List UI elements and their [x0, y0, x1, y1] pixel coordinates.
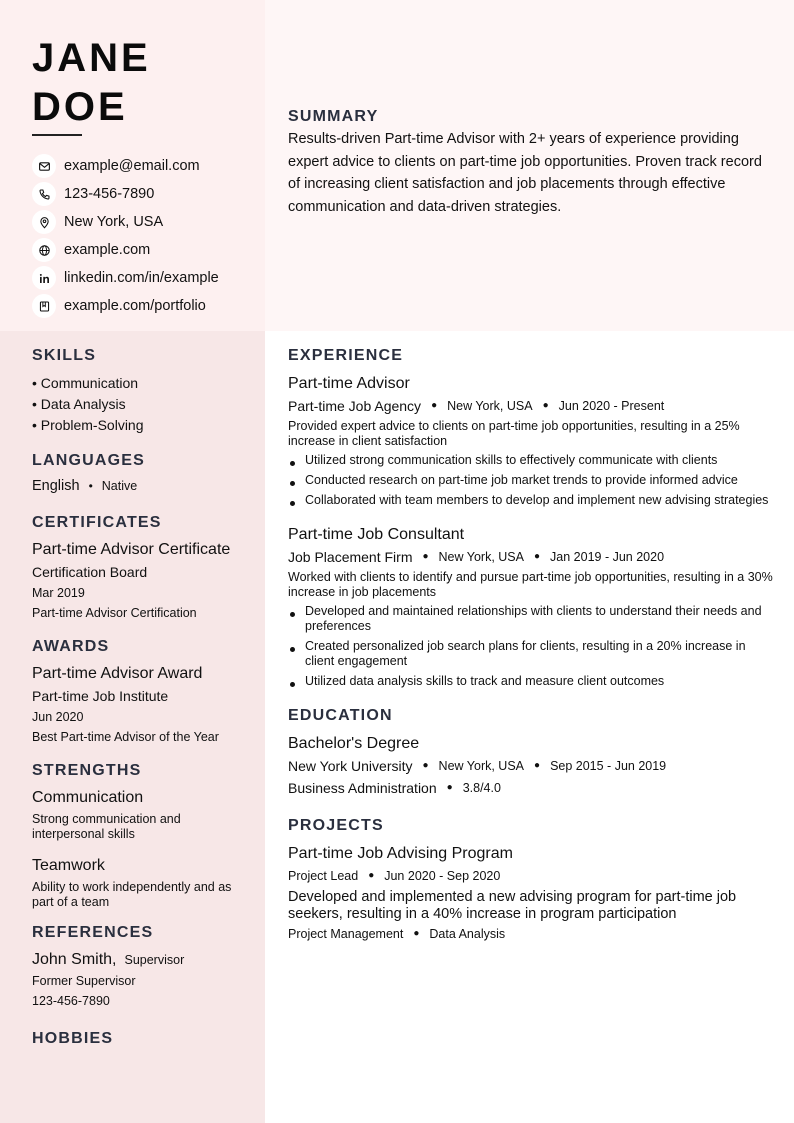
summary-title: SUMMARY — [288, 108, 379, 125]
sidebar-content — [32, 347, 247, 1064]
contact-website[interactable] — [32, 236, 219, 264]
separator-dot: • — [88, 479, 93, 493]
separator-dot: ● — [422, 760, 429, 771]
contact-email-text: example@email.com — [64, 158, 200, 174]
reference-role: Supervisor — [124, 953, 185, 967]
strength-desc: Ability to work independently and as part of a team — [32, 880, 232, 909]
skill-item: • Data Analysis — [32, 396, 126, 412]
language-name: English — [32, 478, 80, 494]
job-title: Part-time Job Consultant — [288, 526, 465, 543]
reference-name-row — [32, 950, 247, 970]
job-location: New York, USA — [447, 399, 533, 413]
job-title: Part-time Advisor — [288, 375, 410, 392]
certificate-issuer: Certification Board — [32, 564, 148, 580]
languages-section — [32, 452, 247, 494]
list-item: Conducted research on part-time job market trends to provide informed advice — [288, 473, 773, 488]
strength-name: Teamwork — [32, 857, 105, 874]
candidate-name — [32, 34, 151, 132]
project-description: Developed and implemented a new advising program for part-time job seekers, resulting in a 40% increase in program participation — [288, 889, 737, 922]
job-dates: Jan 2019 - Jun 2020 — [550, 550, 665, 564]
skill-item: • Communication — [32, 375, 139, 391]
contact-portfolio-text: example.com/portfolio — [64, 298, 206, 314]
language-row — [32, 478, 247, 494]
references-section — [32, 924, 247, 1010]
summary-section — [288, 108, 773, 218]
globe-icon — [32, 238, 56, 262]
certificate-date: Mar 2019 — [32, 586, 85, 600]
job-location: New York, USA — [438, 550, 524, 564]
contact-linkedin-text: linkedin.com/in/example — [64, 270, 219, 286]
job-bullets — [288, 604, 773, 689]
certificates-section — [32, 514, 247, 622]
awards-section — [32, 638, 247, 746]
project-role: Project Lead — [288, 869, 359, 883]
project-tags — [288, 923, 773, 945]
list-item: Collaborated with team members to develop and implement new advising strategies — [288, 493, 773, 508]
contact-location — [32, 208, 219, 236]
education-section — [288, 707, 773, 799]
reference-name: John Smith, — [32, 951, 117, 968]
job-dates: Jun 2020 - Present — [558, 399, 665, 413]
award-date: Jun 2020 — [32, 710, 84, 724]
contact-portfolio[interactable] — [32, 292, 219, 320]
strengths-section — [32, 762, 247, 910]
contact-phone-text: 123-456-7890 — [64, 186, 155, 202]
contact-list — [32, 152, 219, 320]
contact-linkedin[interactable] — [32, 264, 219, 292]
project-name: Part-time Job Advising Program — [288, 845, 513, 862]
languages-title: LANGUAGES — [32, 452, 146, 469]
references-title: REFERENCES — [32, 924, 154, 941]
contact-email[interactable] — [32, 152, 219, 180]
education-school: New York University — [288, 758, 413, 774]
list-item: Developed and maintained relationships with clients to understand their needs and preferences — [288, 604, 773, 634]
project-meta — [288, 865, 773, 887]
awards-title: AWARDS — [32, 638, 110, 655]
job-description: Provided expert advice to clients on part-time job opportunities, resulting in a 25% increase in client satisfaction — [288, 419, 740, 448]
strength-desc: Strong communication and interpersonal skills — [32, 812, 181, 841]
education-title: EDUCATION — [288, 707, 393, 724]
summary-text: Results-driven Part-time Advisor with 2+ years of experience providing expert advice to clients on part-time job opportunities. Proven track record of increasing client satisfaction and job placements through effective communication and data-driven strategies. — [288, 131, 762, 215]
job-meta — [288, 395, 773, 417]
contact-website-text: example.com — [64, 242, 151, 258]
project-dates: Jun 2020 - Sep 2020 — [384, 869, 501, 883]
separator-dot: ● — [534, 760, 541, 771]
strength-name: Communication — [32, 789, 144, 806]
main-content — [288, 347, 773, 963]
certificate-desc: Part-time Advisor Certification — [32, 606, 197, 620]
separator-dot: ● — [534, 551, 541, 562]
education-field-row — [288, 777, 773, 799]
education-field: Business Administration — [288, 780, 437, 796]
mail-icon — [32, 154, 56, 178]
job-entry — [288, 524, 773, 689]
skill-item: • Problem-Solving — [32, 417, 144, 433]
reference-phone: 123-456-7890 — [32, 994, 110, 1008]
job-entry — [288, 373, 773, 508]
separator-dot: ● — [446, 782, 453, 793]
strength-item — [32, 788, 247, 842]
separator-dot: ● — [368, 870, 375, 881]
separator-dot: ● — [431, 400, 438, 411]
separator-dot: ● — [542, 400, 549, 411]
list-item: Utilized strong communication skills to effectively communicate with clients — [288, 453, 773, 468]
job-description: Worked with clients to identify and pursue part-time job opportunities, resulting in a 30% increase in job placements — [288, 570, 773, 599]
award-desc: Best Part-time Advisor of the Year — [32, 730, 219, 744]
separator-dot: ● — [413, 928, 420, 939]
job-company: Part-time Job Agency — [288, 398, 422, 414]
contact-phone[interactable] — [32, 180, 219, 208]
list-item: Created personalized job search plans for clients, resulting in a 20% increase in client engagement — [288, 639, 773, 669]
award-issuer: Part-time Job Institute — [32, 688, 169, 704]
job-company: Job Placement Firm — [288, 549, 413, 565]
phone-icon — [32, 182, 56, 206]
projects-title: PROJECTS — [288, 817, 384, 834]
last-name: DOE — [32, 85, 128, 129]
experience-title: EXPERIENCE — [288, 347, 404, 364]
location-icon — [32, 210, 56, 234]
job-bullets — [288, 453, 773, 508]
education-dates: Sep 2015 - Jun 2019 — [550, 759, 667, 773]
education-meta — [288, 755, 773, 777]
contact-location-text: New York, USA — [64, 214, 164, 230]
strengths-title: STRENGTHS — [32, 762, 142, 779]
certificates-title: CERTIFICATES — [32, 514, 162, 531]
education-gpa: 3.8/4.0 — [462, 781, 501, 795]
experience-section — [288, 347, 773, 689]
skills-title: SKILLS — [32, 347, 97, 364]
portfolio-icon — [32, 294, 56, 318]
award-name: Part-time Advisor Award — [32, 665, 203, 682]
reference-position: Former Supervisor — [32, 974, 136, 988]
linkedin-icon — [32, 266, 56, 290]
name-divider — [32, 134, 82, 136]
project-tag: Project Management — [288, 927, 404, 941]
education-degree: Bachelor's Degree — [288, 735, 420, 752]
projects-section — [288, 817, 773, 945]
separator-dot: ● — [422, 551, 429, 562]
project-tag: Data Analysis — [429, 927, 506, 941]
first-name: JANE — [32, 36, 151, 80]
skills-section — [32, 347, 247, 436]
strength-item — [32, 856, 247, 910]
list-item: Utilized data analysis skills to track and measure client outcomes — [288, 674, 773, 689]
hobbies-title: HOBBIES — [32, 1030, 114, 1047]
certificate-name: Part-time Advisor Certificate — [32, 541, 231, 558]
job-meta — [288, 546, 773, 568]
education-location: New York, USA — [438, 759, 525, 773]
language-level: Native — [101, 479, 138, 493]
hobbies-section — [32, 1030, 247, 1048]
